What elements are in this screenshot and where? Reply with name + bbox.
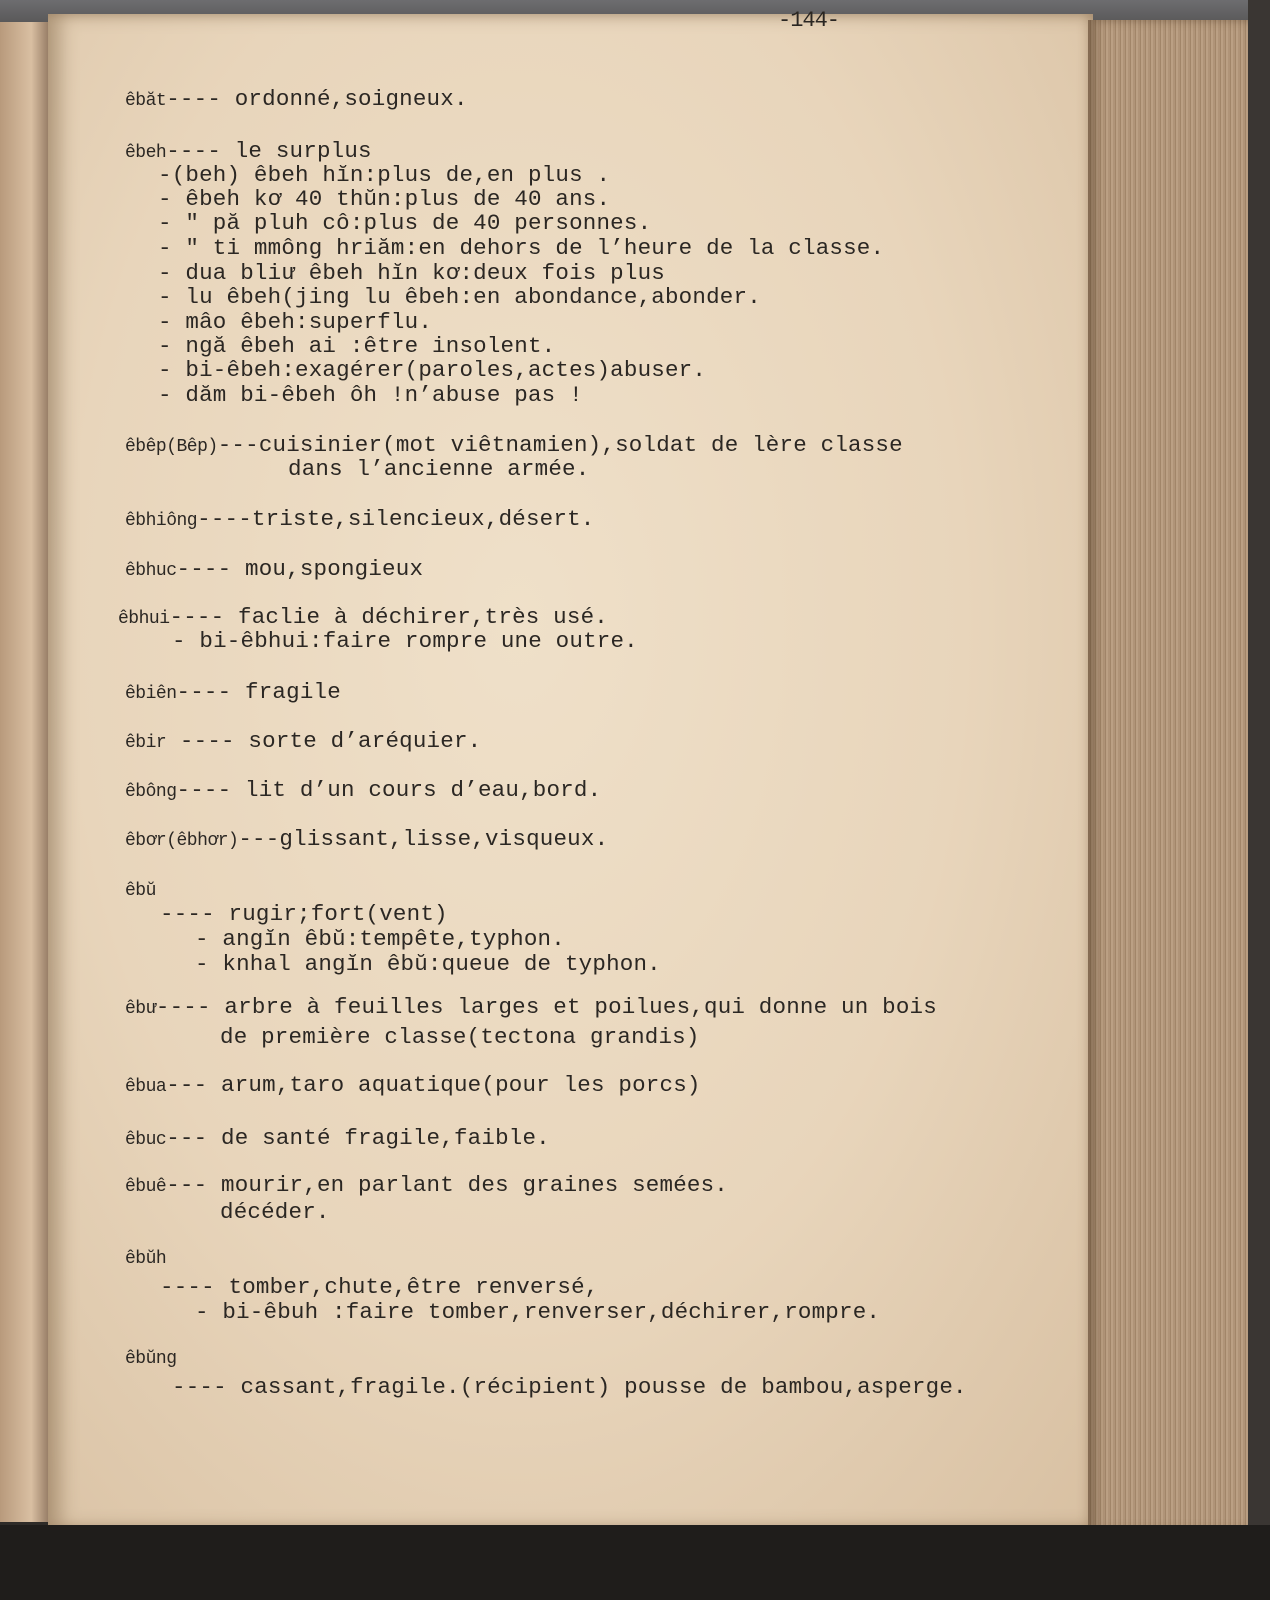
dictionary-entry-line (125, 679, 341, 705)
headword: êbhiông (125, 511, 198, 531)
definition-line (158, 210, 651, 236)
definition-text: ---- mou,spongieux (176, 556, 424, 582)
definition-text: ---- ordonné,soigneux. (166, 86, 468, 112)
dictionary-entry-line (125, 1072, 701, 1098)
headword: êbeh (125, 143, 167, 163)
definition-text: - bi-êbhui:faire rompre une outre. (172, 628, 638, 654)
dictionary-entry-line (125, 728, 481, 754)
dictionary-entry-line (125, 777, 601, 803)
dictionary-entry-line (125, 506, 595, 532)
definition-line (288, 456, 589, 482)
definition-line (195, 951, 661, 977)
definition-text: ---- cassant,fragile.(récipient) pousse de bambou,asperge. (172, 1374, 967, 1400)
definition-text: ---- tomber,chute,être renversé, (160, 1274, 599, 1300)
definition-line (158, 382, 583, 408)
definition-text: ---- lit d’un cours d’eau,bord. (176, 777, 602, 803)
definition-text: - êbeh kơ 40 thŭn:plus de 40 ans. (158, 186, 611, 212)
dictionary-entry-line (125, 876, 156, 902)
definition-line (195, 926, 565, 952)
dictionary-entry-line (125, 86, 468, 112)
definition-text: - knhal angĭn êbŭ:queue de typhon. (195, 951, 661, 977)
headword: êbua (125, 1077, 167, 1097)
definition-line (160, 901, 448, 927)
definition-line (158, 260, 665, 286)
dictionary-entry-line (125, 994, 937, 1020)
dictionary-entry-line (125, 1344, 177, 1370)
headword: êbŭ (125, 881, 156, 901)
dictionary-entry-line (125, 1244, 166, 1270)
headword: êbhuc (125, 561, 177, 581)
definition-text: - bi-êbeh:exagérer(paroles,actes)abuser. (158, 357, 707, 383)
definition-text: - dăm bi-êbeh ôh !n’abuse pas ! (158, 382, 583, 408)
headword: êbuc (125, 1130, 167, 1150)
definition-line (220, 1024, 700, 1050)
definition-text: - mâo êbeh:superflu. (158, 309, 433, 335)
definition-line (158, 162, 610, 188)
page-number: -144- (778, 8, 840, 33)
definition-text: ---- sorte d’aréquier. (166, 728, 482, 754)
definition-text: ---glissant,lisse,visqueux. (238, 826, 609, 852)
definition-text: dans l’ancienne armée. (288, 456, 590, 482)
dictionary-entry-line (118, 604, 608, 630)
definition-text: - dua bliư êbeh hĭn kơ:deux fois plus (158, 260, 665, 286)
definition-line (158, 235, 884, 261)
definition-line (158, 333, 555, 359)
definition-text: -(beh) êbeh hĭn:plus de,en plus . (158, 162, 611, 188)
definition-line (195, 1299, 880, 1325)
definition-text: décéder. (220, 1199, 330, 1225)
definition-text: - ngă êbeh ai :être insolent. (158, 333, 556, 359)
dictionary-entry-line (125, 556, 423, 582)
definition-line (172, 1374, 967, 1400)
headword: êbông (125, 782, 177, 802)
dictionary-entry-line (125, 826, 608, 852)
headword: êbêp(Bêp) (125, 437, 218, 457)
definition-text: - angĭn êbŭ:tempête,typhon. (195, 926, 565, 952)
definition-text: --- mourir,en parlant des graines semées. (166, 1172, 729, 1198)
definition-text: --- de santé fragile,faible. (166, 1125, 550, 1151)
headword: êbŭng (125, 1349, 177, 1369)
definition-line (158, 284, 761, 310)
definition-text: ---- faclie à déchirer,très usé. (169, 604, 608, 630)
background-bottom (0, 1525, 1270, 1600)
dictionary-entry-line (125, 1125, 550, 1151)
left-page-edge (0, 22, 52, 1522)
definition-text: ---- arbre à feuilles larges et poilues,qui donne un bois (155, 994, 937, 1020)
definition-text: ---- fragile (176, 679, 341, 705)
headword: êbuê (125, 1177, 167, 1197)
dictionary-entry-line (125, 1172, 728, 1198)
definition-text: - " ti mmông hriăm:en dehors de l’heure de la classe. (158, 235, 885, 261)
definition-line (160, 1274, 598, 1300)
definition-line (158, 309, 432, 335)
definition-text: --- arum,taro aquatique(pour les porcs) (166, 1072, 701, 1098)
definition-line (172, 628, 638, 654)
headword: êbơr(êbhơr) (125, 831, 239, 851)
definition-line (158, 186, 610, 212)
background-right (1248, 0, 1270, 1600)
definition-text: - bi-êbuh :faire tomber,renverser,déchirer,rompre. (195, 1299, 881, 1325)
page-edges-stack (1088, 20, 1248, 1530)
headword: êbir (125, 733, 167, 753)
definition-text: de première classe(tectona grandis) (220, 1024, 700, 1050)
dictionary-entry-line (125, 138, 372, 164)
dictionary-entry-line (125, 432, 903, 458)
definition-text: ---- le surplus (166, 138, 372, 164)
definition-text: ---- rugir;fort(vent) (160, 901, 448, 927)
headword: êbiên (125, 684, 177, 704)
headword: êbhui (118, 609, 170, 629)
definition-line (158, 357, 706, 383)
definition-text: ---cuisinier(mot viêtnamien),soldat de lère classe (217, 432, 903, 458)
definition-text: - " pă pluh cô:plus de 40 personnes. (158, 210, 652, 236)
headword: êbư (125, 999, 156, 1019)
headword: êbŭh (125, 1249, 167, 1269)
definition-text: - lu êbeh(jing lu êbeh:en abondance,abonder. (158, 284, 761, 310)
headword: êbăt (125, 91, 167, 111)
definition-text: ----triste,silencieux,désert. (197, 506, 595, 532)
definition-line (220, 1199, 330, 1225)
